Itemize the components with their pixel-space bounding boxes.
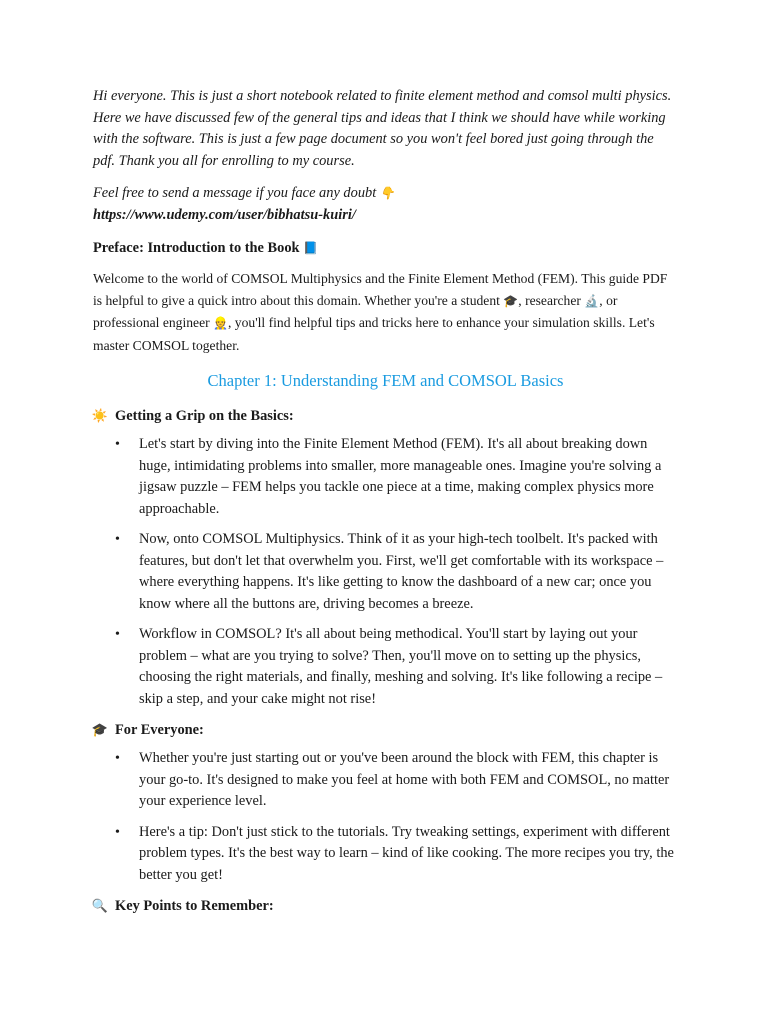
- welcome-text-4: , you'll find helpful tips and tricks here to enhance your simulation skills. Let's master COMSOL together.: [93, 315, 655, 353]
- bullet-list-basics: [93, 434, 678, 710]
- bullet-dot: •: [115, 824, 120, 840]
- microscope-icon: 🔬: [584, 293, 600, 308]
- list-item: [93, 434, 678, 520]
- list-item: [93, 822, 678, 887]
- welcome-paragraph: [93, 268, 678, 356]
- bullet-dot: •: [115, 532, 120, 547]
- feel-free-line: [93, 183, 678, 205]
- graduation-cap-icon: 🎓: [91, 722, 109, 737]
- list-item-text: Workflow in COMSOL? It's all about being methodical. You'll start by laying out your problem – what are you trying to solve? Then, you'll move on to setting up the physics, choosing the right materials, and finally, meshing and solving. It's like following a recipe – skip a step, and your cake might not rise!: [139, 626, 663, 707]
- pointing-down-icon: 👇: [379, 186, 395, 200]
- feel-free-text: Feel free to send a message if you face any doubt: [93, 185, 377, 201]
- section-heading-text: For Everyone:: [115, 722, 204, 738]
- preface-heading-text: Preface: Introduction to the Book: [93, 240, 300, 256]
- bullet-dot: •: [115, 627, 120, 642]
- welcome-text-1: Welcome to the world of COMSOL Multiphysics and the Finite Element Method (FEM). This guide PDF is helpful to give a quick intro about this domain. Whether you're a student: [93, 271, 668, 308]
- bullet-dot: •: [115, 751, 120, 766]
- section-heading-text: Getting a Grip on the Basics:: [115, 408, 294, 424]
- list-item: [93, 624, 678, 710]
- chapter-title: Chapter 1: Understanding FEM and COMSOL Basics: [207, 371, 564, 390]
- section-heading-text: Key Points to Remember:: [115, 898, 274, 914]
- list-item: [93, 529, 678, 615]
- blue-book-icon: 📘: [303, 241, 319, 255]
- preface-heading: [93, 238, 678, 258]
- document-page: [93, 86, 678, 924]
- list-item-text: Whether you're just starting out or you've been around the block with FEM, this chapter is your go-to. It's designed to make you feel at home with both FEM and COMSOL, no matter your experience level.: [139, 750, 670, 809]
- welcome-text-2: , researcher: [518, 292, 581, 308]
- list-item: [93, 748, 678, 813]
- bullet-dot: •: [115, 437, 120, 452]
- section-heading-key-points: [90, 896, 678, 916]
- section-heading-everyone: [90, 720, 678, 740]
- bullet-list-everyone: [93, 748, 678, 886]
- welcome-text-3: , or professional engineer: [93, 292, 618, 330]
- engineer-icon: 👷: [213, 316, 228, 330]
- list-item-text: Now, onto COMSOL Multiphysics. Think of it as your high-tech toolbelt. It's packed with features, but don't let that overwhelm you. First, we'll get comfortable with its workspace – where everything happens. It's like getting to know the dashboard of a new car; once you know where all the buttons are, driving becomes a breeze.: [139, 531, 664, 612]
- udemy-profile-link[interactable]: https://www.udemy.com/user/bibhatsu-kuiri/: [93, 206, 356, 223]
- graduation-cap-icon: 🎓: [503, 293, 519, 308]
- section-heading-basics: [90, 406, 678, 426]
- sun-icon: ☀️: [91, 408, 109, 423]
- list-item-text: Let's start by diving into the Finite Element Method (FEM). It's all about breaking down huge, intimidating problems into smaller, more manageable ones. Imagine you're solving a jigsaw puzzle – FEM helps you tackle one piece at a time, making complex physics more approachable.: [139, 436, 662, 517]
- magnifying-glass-icon: 🔍: [91, 898, 109, 913]
- list-item-text: Here's a tip: Don't just stick to the tutorials. Try tweaking settings, experiment with different problem types. It's the best way to learn – kind of like cooking. The more recipes you try, the better you get!: [139, 823, 674, 883]
- intro-paragraph: Hi everyone. This is just a short notebook related to finite element method and comsol multi physics. Here we have discussed few of the general tips and ideas that I think we should have while working with the software. This is just a few page document so you won't feel bored just going through the pdf. Thank you all for enrolling to my course.: [93, 88, 672, 169]
